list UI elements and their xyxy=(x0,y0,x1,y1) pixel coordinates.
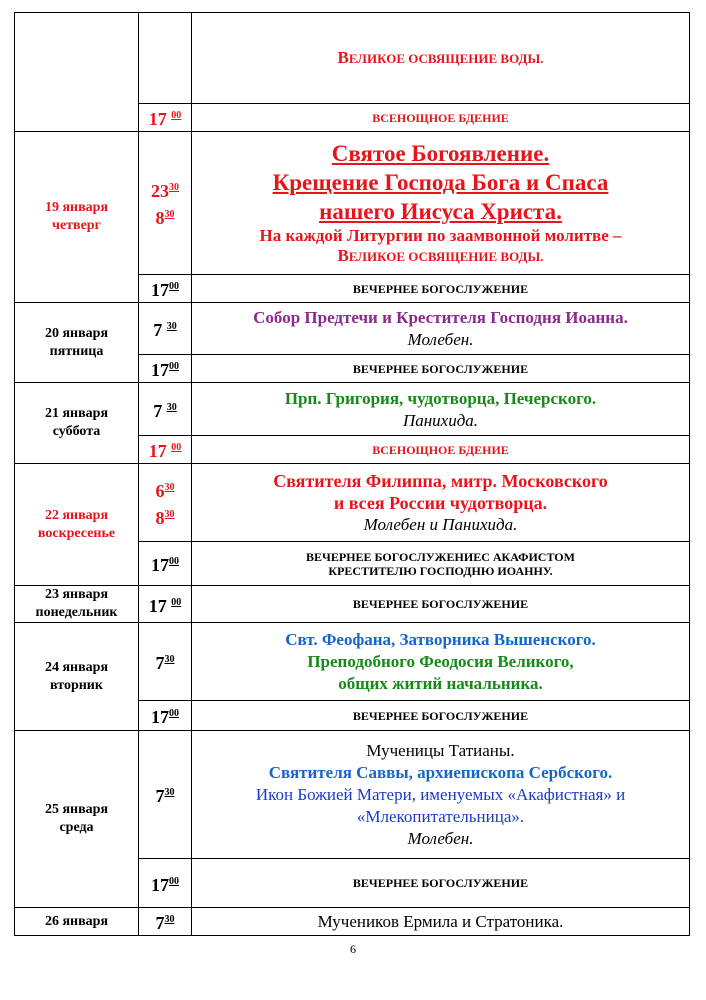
date-cell: 22 января воскресенье xyxy=(15,464,139,586)
date-cell: 23 января понедельник xyxy=(15,586,139,623)
table-row xyxy=(15,132,690,275)
date-cell: 20 января пятница xyxy=(15,303,139,383)
service-cell: ВЕЧЕРНЕЕ БОГОСЛУЖЕНИЕ xyxy=(192,275,690,303)
service-cell: ВЕЧЕРНЕЕ БОГОСЛУЖЕНИЕ xyxy=(192,586,690,623)
date-cell: 24 января вторник xyxy=(15,623,139,731)
time-cell: $17^{00}$ xyxy=(139,859,192,908)
time-cell: 17 $^{00}$ xyxy=(139,104,192,132)
table-row xyxy=(15,731,690,859)
table-row xyxy=(15,383,690,436)
service-cell: Святое Богоявление. Крещение Господа Бога и Спаса нашего Иисуса Христа. На каждой Литургии по заамвонной молитве – ВЕЛИКОЕ ОСВЯЩЕНИЕ ВОДЫ. xyxy=(192,132,690,275)
time-cell: $23^{30}$ $8^{30}$ xyxy=(139,132,192,275)
time-cell: 17 $^{00}$ xyxy=(139,586,192,623)
date-cell: 25 января среда xyxy=(15,731,139,908)
time-cell: $17^{00}$ xyxy=(139,701,192,731)
table-row xyxy=(15,303,690,355)
service-cell: ВЕЧЕРНЕЕ БОГОСЛУЖЕНИЕ xyxy=(192,701,690,731)
service-cell xyxy=(192,13,690,104)
date-cell xyxy=(15,13,139,132)
service-cell: ВЕЧЕРНЕЕ БОГОСЛУЖЕНИЕ xyxy=(192,859,690,908)
service-cell: ВЕЧЕРНЕЕ БОГОСЛУЖЕНИЕС АКАФИСТОМ КРЕСТИТЕЛЮ ГОСПОДНЮ ИОАННУ. xyxy=(192,542,690,586)
service-cell: Свт. Феофана, Затворника Вышенского. Преподобного Феодосия Великого, общих житий начальника. xyxy=(192,623,690,701)
table-row xyxy=(15,586,690,623)
time-cell: 7 $^{30}$ xyxy=(139,383,192,436)
date-cell: 19 января четверг xyxy=(15,132,139,303)
time-cell: $17^{00}$ xyxy=(139,542,192,586)
page-number: 6 xyxy=(350,942,356,956)
time-cell: $7^{30}$ xyxy=(139,731,192,859)
time-cell: 17 $^{00}$ xyxy=(139,436,192,464)
time-cell: $6^{30}$ $8^{30}$ xyxy=(139,464,192,542)
table-row xyxy=(15,908,690,936)
service-cell: ВСЕНОЩНОЕ БДЕНИЕ xyxy=(192,436,690,464)
service-cell: Святителя Филиппа, митр. Московского и всея России чудотворца. Молебен и Панихида. xyxy=(192,464,690,542)
table-row xyxy=(15,623,690,701)
date-cell: 21 января суббота xyxy=(15,383,139,464)
service-line: ВЕЛИКОЕ ОСВЯЩЕНИЕ ВОДЫ. xyxy=(337,47,544,67)
service-cell: Собор Предтечи и Крестителя Господня Иоанна. Молебен. xyxy=(192,303,690,355)
schedule-table xyxy=(14,12,690,936)
time-cell: 7 $^{30}$ xyxy=(139,303,192,355)
service-cell: Мучеников Ермила и Стратоника. xyxy=(192,908,690,936)
time-cell: $17^{00}$ xyxy=(139,275,192,303)
time-cell xyxy=(139,13,192,104)
table-row xyxy=(15,464,690,542)
service-cell: Мученицы Татианы. Святителя Саввы, архиепископа Сербского. Икон Божией Матери, именуемых «Акафистная» и «Млекопитательница». Молебен. xyxy=(192,731,690,859)
table-row xyxy=(15,13,690,104)
service-cell: ВСЕНОЩНОЕ БДЕНИЕ xyxy=(192,104,690,132)
time-cell: $7^{30}$ xyxy=(139,908,192,936)
date-cell: 26 января xyxy=(15,908,139,936)
time-cell: $7^{30}$ xyxy=(139,623,192,701)
service-cell: ВЕЧЕРНЕЕ БОГОСЛУЖЕНИЕ xyxy=(192,355,690,383)
time-cell: $17^{00}$ xyxy=(139,355,192,383)
service-cell: Прп. Григория, чудотворца, Печерского. Панихида. xyxy=(192,383,690,436)
